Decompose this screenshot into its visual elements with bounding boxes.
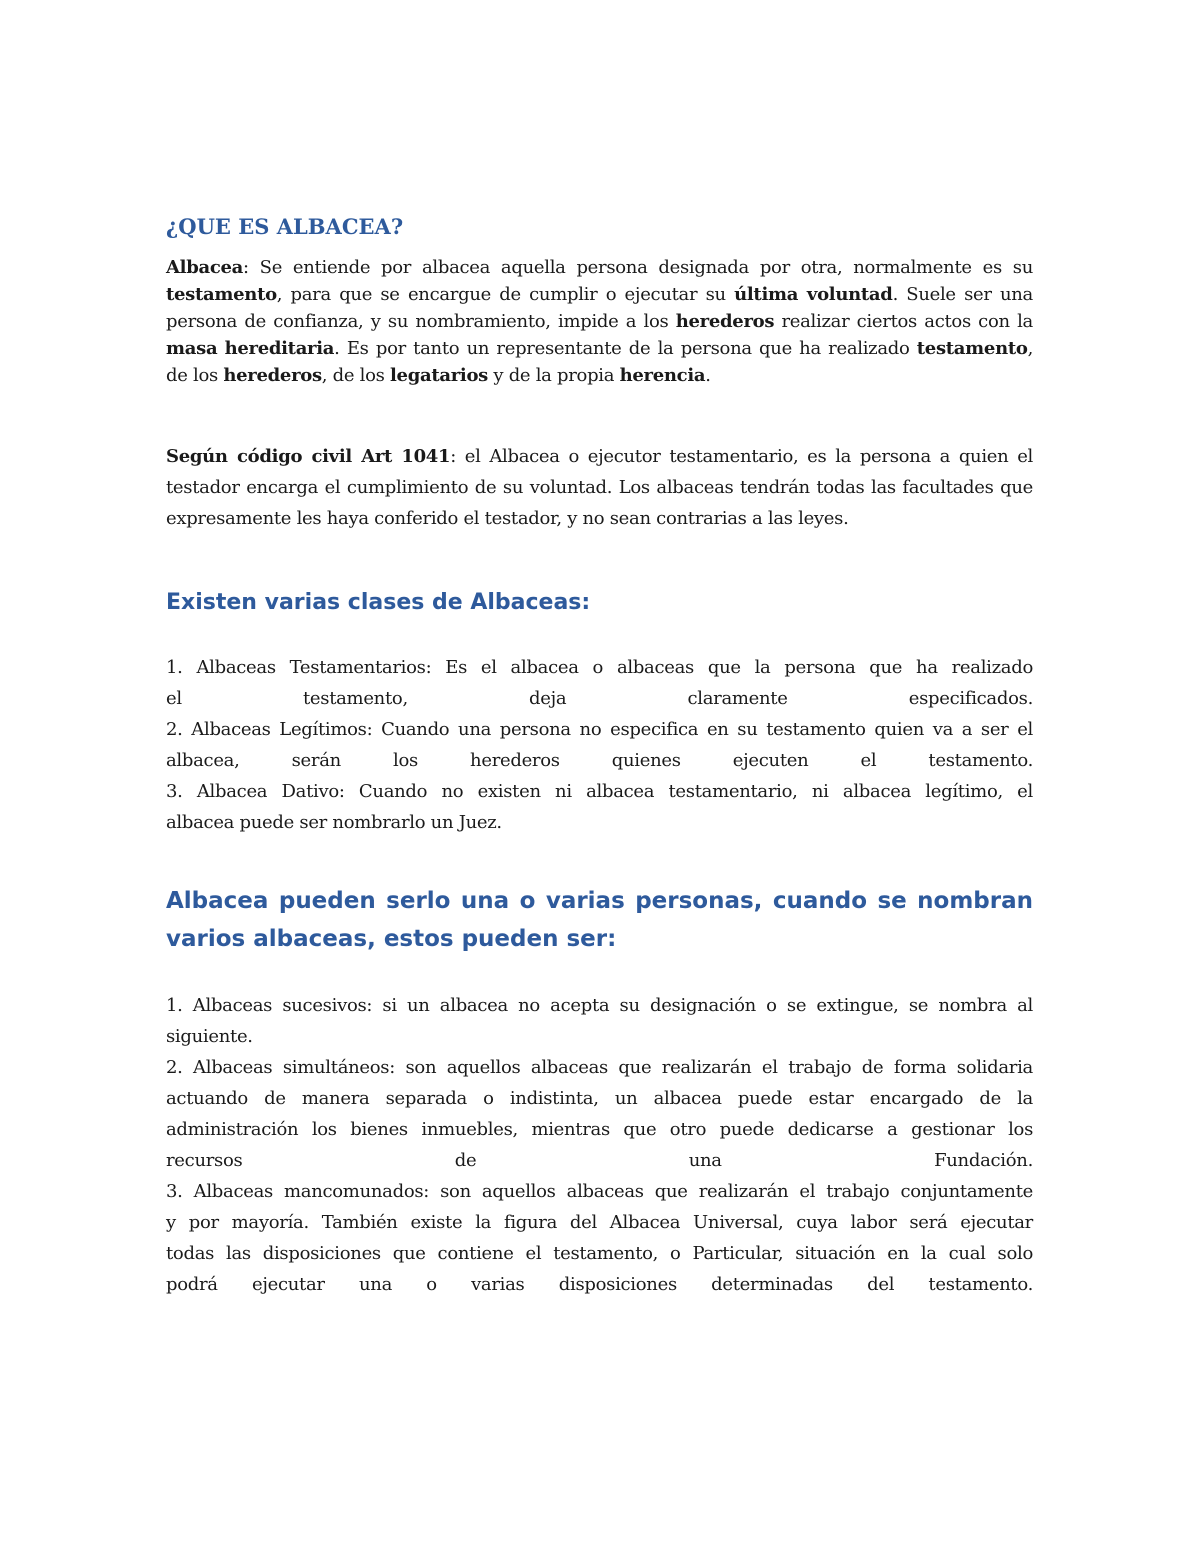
section-heading-varias-personas: Albacea pueden serlo una o varias personas, cuando se nombran varios albaceas, estos pueden ser: xyxy=(166,888,1033,952)
list-item: 1. Albaceas Testamentarios: Es el albacea o albaceas que la persona que ha realizado xyxy=(166,657,1033,678)
list-item: albacea, serán los herederos quienes ejecuten el testamento. xyxy=(166,750,1033,771)
list-item: 3. Albaceas mancomunados: son aquellos albaceas que realizarán el trabajo conjuntamente xyxy=(166,1181,1033,1202)
document-body xyxy=(166,212,1033,1300)
list-item: actuando de manera separada o indistinta, un albacea puede estar encargado de la xyxy=(166,1088,1033,1109)
list-item: administración los bienes inmuebles, mientras que otro puede dedicarse a gestionar los xyxy=(166,1119,1033,1140)
albacea-types-list xyxy=(166,652,1033,838)
civil-code-reference: Según código civil Art 1041 xyxy=(166,446,451,467)
list-item: 1. Albaceas sucesivos: si un albacea no acepta su designación o se extingue, se nombra al xyxy=(166,995,1033,1016)
multiple-albaceas-list xyxy=(166,990,1033,1300)
list-item: albacea puede ser nombrarlo un Juez. xyxy=(166,812,502,833)
list-item: y por mayoría. También existe la figura del Albacea Universal, cuya labor será ejecutar xyxy=(166,1212,1033,1233)
list-item: podrá ejecutar una o varias disposiciones determinadas del testamento. xyxy=(166,1274,1033,1295)
list-item: siguiente. xyxy=(166,1026,253,1047)
civil-code-paragraph: Según código civil Art 1041: el Albacea o ejecutor testamentario, es la persona a quien el testador encarga el cumplimiento de su voluntad. Los albaceas tendrán todas las facultades que expresamente les haya conferido el testador, y no sean contrarias a las leyes. xyxy=(166,446,1033,529)
term-albacea: Albacea xyxy=(166,257,244,278)
list-item: 3. Albacea Dativo: Cuando no existen ni albacea testamentario, ni albacea legítimo, el xyxy=(166,781,1033,802)
list-item: recursos de una Fundación. xyxy=(166,1150,1033,1171)
list-item: 2. Albaceas Legítimos: Cuando una persona no especifica en su testamento quien va a ser el xyxy=(166,719,1033,740)
list-item: todas las disposiciones que contiene el testamento, o Particular, situación en la cual solo xyxy=(166,1243,1033,1264)
definition-paragraph: Albacea: Se entiende por albacea aquella persona designada por otra, normalmente es su testamento, para que se encargue de cumplir o ejecutar su última voluntad. Suele ser una persona de confianza, y su nombramiento, impide a los herederos realizar ciertos actos con la masa hereditaria. Es por tanto un representante de la persona que ha realizado testamento, de los herederos, de los legatarios y de la propia herencia. xyxy=(166,257,1034,386)
list-item: el testamento, deja claramente especificados. xyxy=(166,688,1033,709)
page-title: ¿QUE ES ALBACEA? xyxy=(166,214,404,239)
section-heading-clases: Existen varias clases de Albaceas: xyxy=(166,590,591,615)
list-item: 2. Albaceas simultáneos: son aquellos albaceas que realizarán el trabajo de forma solidaria xyxy=(166,1057,1033,1078)
